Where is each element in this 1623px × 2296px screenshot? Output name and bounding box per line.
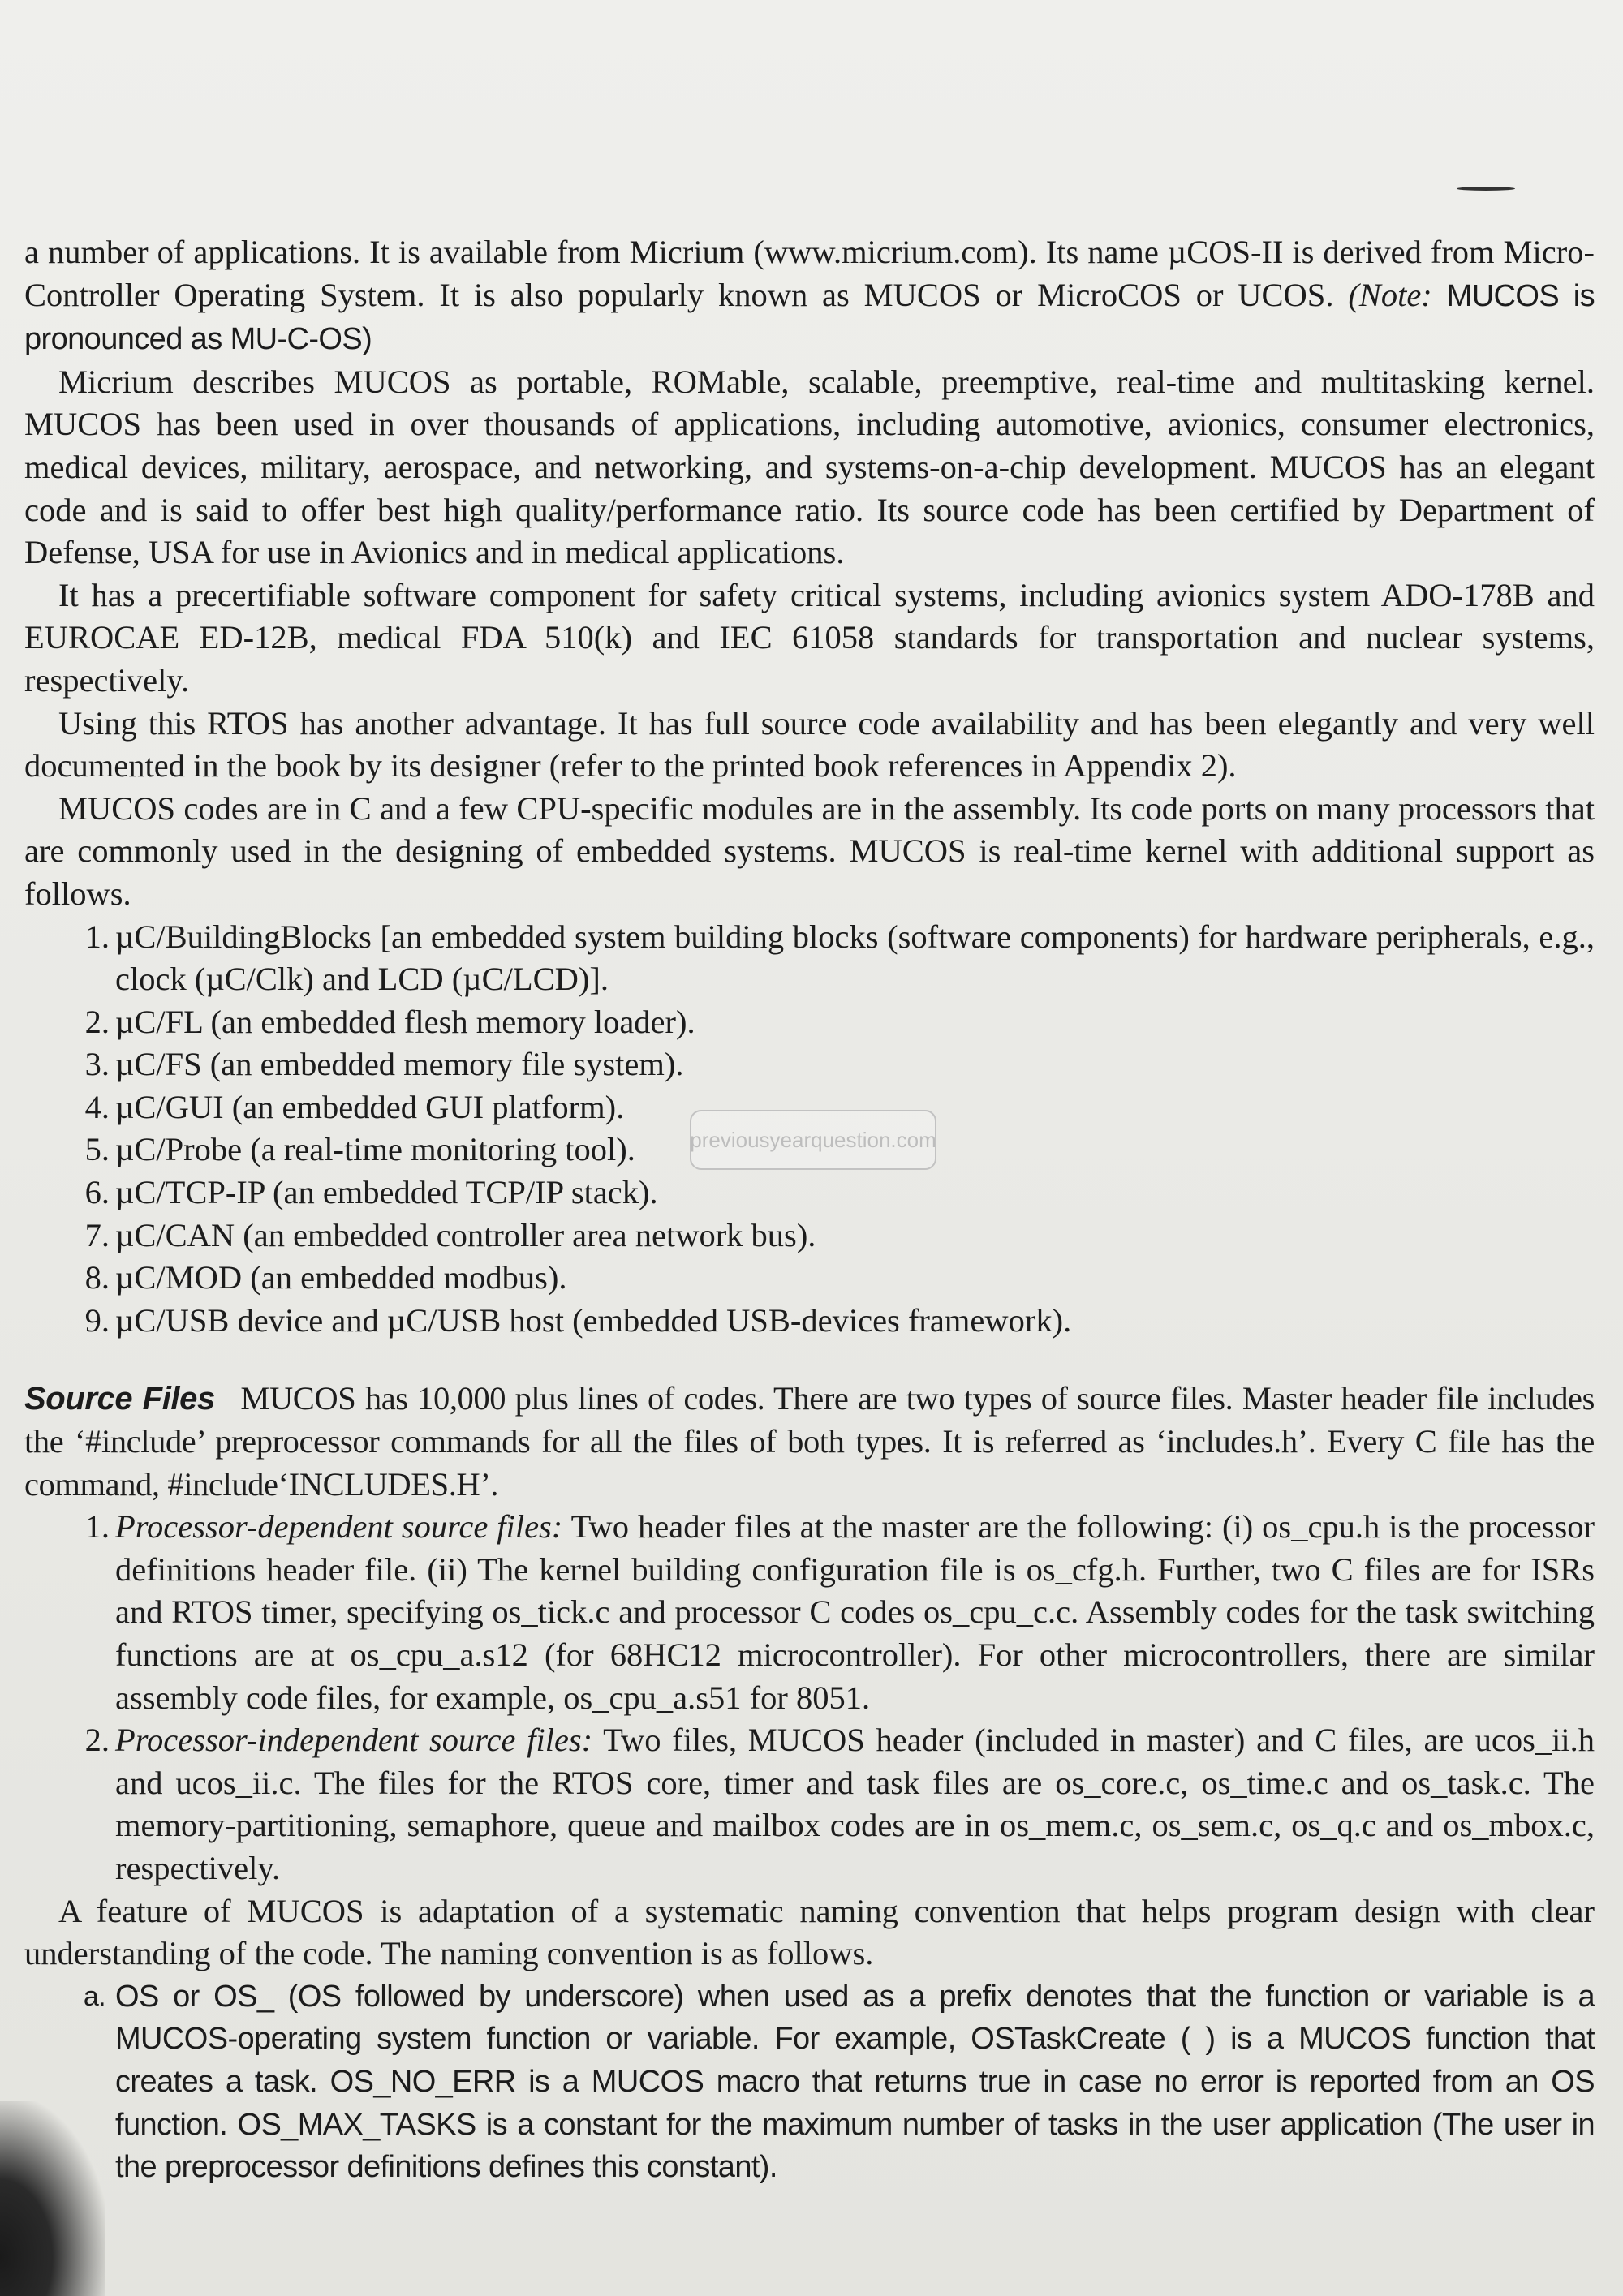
list-item: 5. µC/Probe (a real-time monitoring tool). — [84, 1131, 635, 1168]
page-body — [24, 231, 1595, 2189]
list-item: 8. µC/MOD (an embedded modbus). — [84, 1259, 567, 1296]
list-item: 3. µC/FS (an embedded memory file system). — [84, 1046, 684, 1083]
source-files-paragraph — [24, 1378, 1595, 1506]
intro-paragraph — [24, 231, 1595, 361]
paragraph-naming: A feature of MUCOS is adaptation of a systematic naming convention that helps program design with clear understanding of the code. The naming convention is as follows. — [24, 1892, 1595, 1972]
list-item: 7. µC/CAN (an embedded controller area network bus). — [84, 1216, 816, 1253]
item-label: Processor-dependent source files: — [115, 1508, 563, 1546]
list-item: 2. Processor-independent source files: Two files, MUCOS header (included in master) and C files, are ucos_ii.h and ucos_ii.c. The files for the RTOS core, timer and task files are os_core.c, os_time.c and os_task.c. The memory-partitioning, semaphore, queue and mailbox codes are in os_mem.c, os_sem.c, os_q.c and os_mbox.c, respectively. — [84, 1722, 1595, 1886]
section-heading: Source Files — [24, 1381, 215, 1417]
list-item: 6. µC/TCP-IP (an embedded TCP/IP stack). — [84, 1174, 658, 1211]
list-item: 1. Processor-dependent source files: Two header files at the master are the following: (i) os_cpu.h is the processor definitions header file. (ii) The kernel building configuration file is os_cfg.h. Further, two C files are for ISRs and RTOS timer, specifying os_tick.c and processor C codes os_cpu_c.c. Assembly codes for the task switching functions are at os_cpu_a.s12 (for 68HC12 microcontroller). For other microcontrollers, there are similar assembly code files, for example, os_cpu_a.s51 for 8051. — [84, 1508, 1595, 1716]
paragraph-micrium: Micrium describes MUCOS as portable, ROMable, scalable, preemptive, real-time and multitasking kernel. MUCOS has been used in over thousands of applications, including automotive, avionics, consumer electronics, medical devices, military, aerospace, and networking, and systems-on-a-chip development. MUCOS has an elegant code and is said to offer best high quality/performance ratio. Its source code has been certified by Department of Defense, USA for use in Avionics and in medical applications. — [24, 363, 1595, 571]
watermark: previousyearquestion.com — [690, 1110, 936, 1170]
source-files-text: MUCOS has 10,000 plus lines of codes. There are two types of source files. Master header file includes the ‘#include’ preprocessor commands for all the files of both types. It is referred as ‘includes.h’. Every C file has the command, #include‘INCLUDES.H’. — [24, 1380, 1595, 1503]
scan-shadow — [0, 2101, 105, 2296]
list-item: a. OS or OS_ (OS followed by underscore) when used as a prefix denotes that the function or variable is a MUCOS-operating system function or variable. For example, OSTaskCreate ( ) is a MUCOS function that creates a task. OS_NO_ERR is a MUCOS macro that returns true in case no error is reported from an OS function. OS_MAX_TASKS is a constant for the maximum number of tasks in the user application (The user in the preprocessor definitions defines this constant). — [83, 1979, 1595, 2185]
source-list — [24, 1506, 1595, 1890]
paragraph-certification: It has a precertifiable software component for safety critical systems, including avionics system ADO-178B and EUROCAE ED-12B, medical FDA 510(k) and IEC 61058 standards for transportation and nuclear systems, respectively. — [24, 576, 1595, 699]
list-item: 4. µC/GUI (an embedded GUI platform). — [84, 1088, 625, 1125]
note-text: MUCOS is pronounced as MU-C-OS) — [24, 278, 1595, 357]
note-label: (Note: — [1348, 276, 1432, 313]
list-item: 1. µC/BuildingBlocks [an embedded system building blocks (software components) for hardware peripherals, e.g., clock (µC/Clk) and LCD (µC/LCD)]. — [84, 918, 1595, 998]
paragraph-codes: MUCOS codes are in C and a few CPU-specific modules are in the assembly. Its code ports on many processors that are commonly used in the designing of embedded systems. MUCOS is real-time kernel with additional support as follows. — [24, 789, 1595, 912]
list-item: 2. µC/FL (an embedded flesh memory loader). — [84, 1003, 695, 1040]
section-gap — [24, 1342, 1595, 1378]
paragraph-advantage: Using this RTOS has another advantage. It has full source code availability and has been elegantly and very well documented in the book by its designer (refer to the printed book references in Appendix 2). — [24, 704, 1595, 785]
pen-mark — [1457, 187, 1515, 191]
naming-list — [24, 1976, 1595, 2189]
list-item: 9. µC/USB device and µC/USB host (embedded USB-devices framework). — [84, 1301, 1072, 1339]
item-label: Processor-independent source files: — [115, 1722, 593, 1759]
intro-text: a number of applications. It is available from Micrium (www.micrium.com). Its name µCOS-II is derived from Micro-Controller Operating System. It is also popularly known as MUCOS or MicroCOS or UCOS. — [24, 234, 1595, 313]
